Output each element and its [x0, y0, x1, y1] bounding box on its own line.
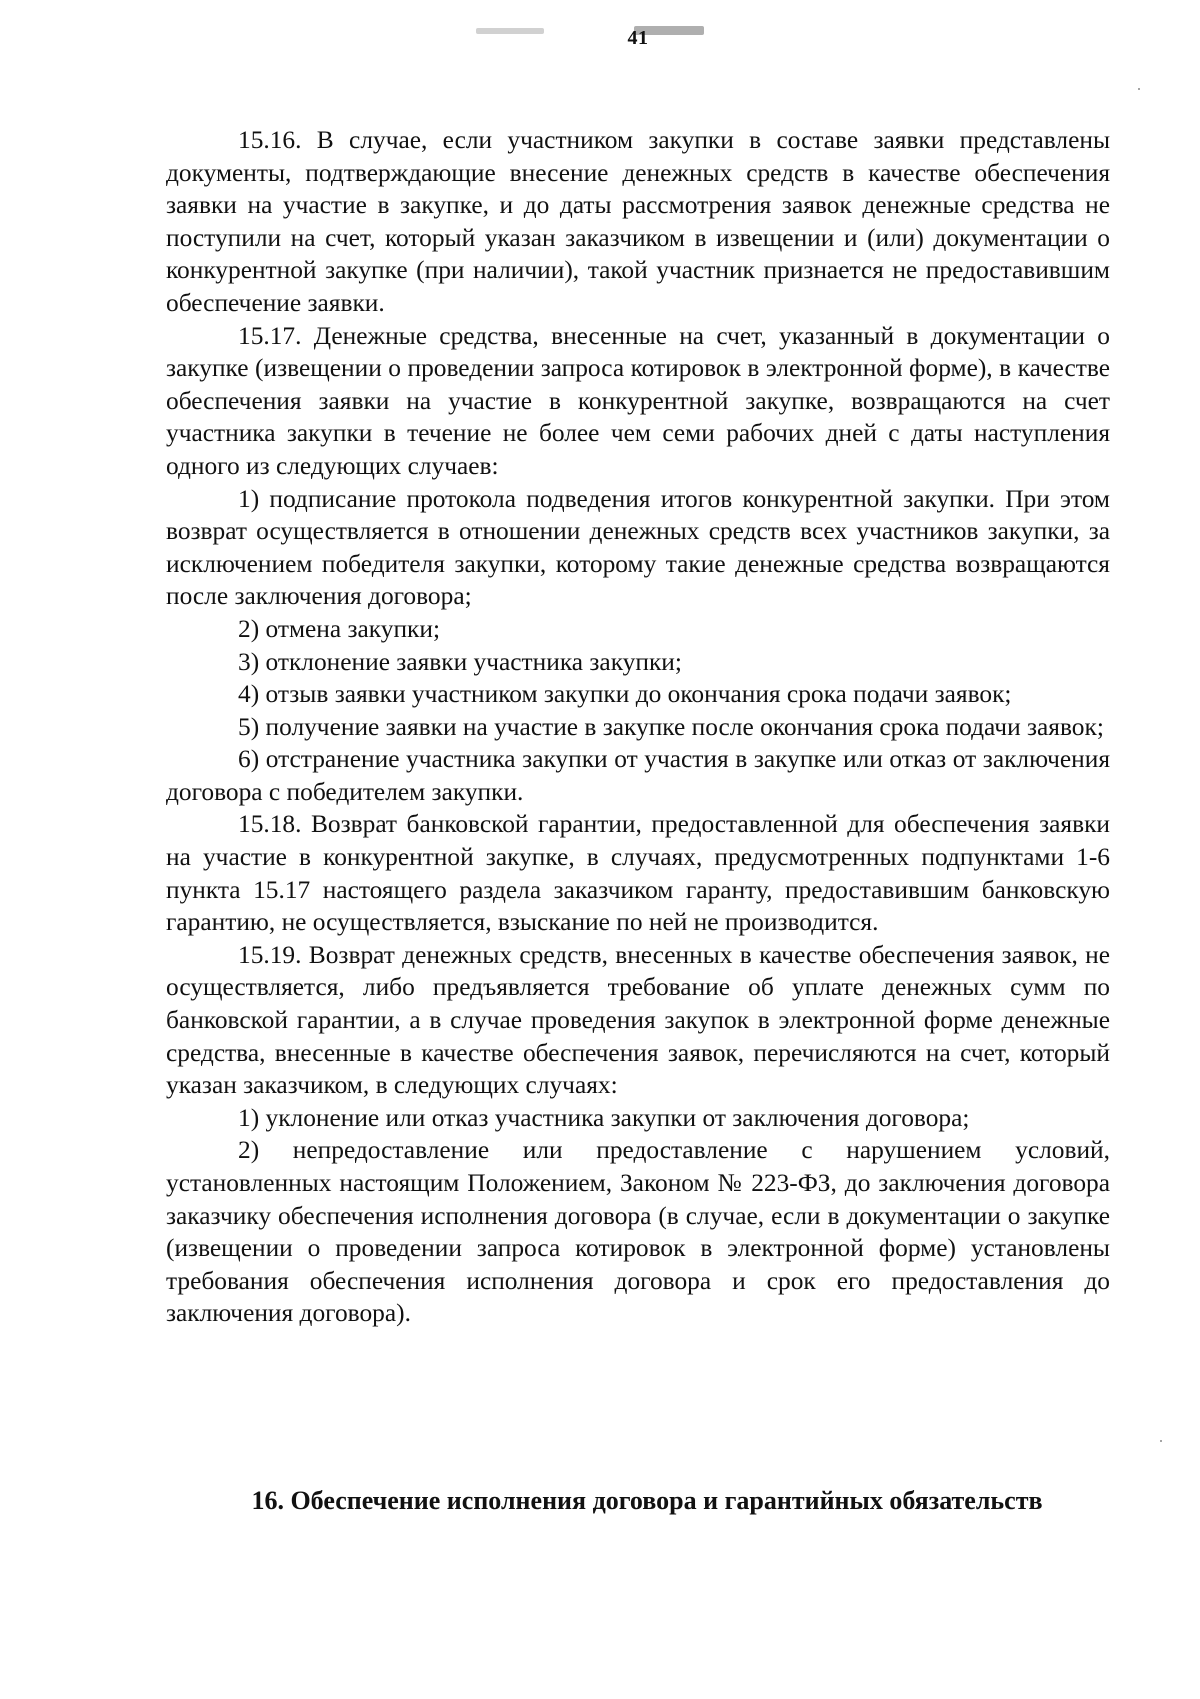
list-item-15-19-2: 2) непредоставление или предоставление с нарушением условий, установленных настоящим Положением, Законом № 223-ФЗ, до заключения договора заказчику обеспечения исполнения договора (в случае, если в документации о закупке (извещении о проведении запроса котировок в электронной форме) установлены требования обеспечения исполнения договора и срок его предоставления до заключения договора).: [166, 1136, 1110, 1328]
section-heading: [0, 1485, 1200, 1517]
paragraph-15-19: 15.19. Возврат денежных средств, внесенных в качестве обеспечения заявок, не осуществляется, либо предъявляется требование об уплате денежных сумм по банковской гарантии, а в случае проведения закупок в электронной форме денежные средства, внесенные в качестве обеспечения заявок, перечисляются на счет, который указан заказчиком, в следующих случаях:: [166, 940, 1110, 1100]
list-item-15-19-1: 1) уклонение или отказ участника закупки от заключения договора;: [238, 1103, 970, 1132]
paragraph-15-18: 15.18. Возврат банковской гарантии, предоставленной для обеспечения заявки на участие в конкурентной закупке, в случаях, предусмотренных подпунктами 1-6 пункта 15.17 настоящего раздела заказчиком гаранту, предоставившим банковскую гарантию, не осуществляется, взыскание по ней не производится.: [166, 810, 1110, 937]
scan-artifact: [1138, 88, 1140, 90]
list-item-15-17-6: 6) отстранение участника закупки от участия в закупке или отказ от заключения договора с победителем закупки.: [166, 745, 1110, 806]
paragraph-15-16: 15.16. В случае, если участником закупки в составе заявки представлены документы, подтверждающие внесение денежных средств в качестве обеспечения заявки на участие в закупке, и до даты рассмотрения заявок денежные средства не поступили на счет, который указан заказчиком в извещении и (или) документации о конкурентной закупке (при наличии), такой участник признается не предоставившим обеспечение заявки.: [166, 126, 1110, 317]
page-number-text: 41: [627, 27, 649, 49]
scan-artifact: [1160, 1440, 1162, 1442]
document-body: [166, 124, 1110, 1330]
list-item-15-17-2: 2) отмена закупки;: [238, 614, 441, 643]
paragraph-15-17: 15.17. Денежные средства, внесенные на счет, указанный в документации о закупке (извещении о проведении запроса котировок в электронной форме), в качестве обеспечения заявки на участие в конкурентной закупке, возвращаются на счет участника закупки в течение не более чем семи рабочих дней с даты наступления одного из следующих случаев:: [166, 321, 1110, 480]
list-item-15-17-3: 3) отклонение заявки участника закупки;: [238, 647, 682, 676]
section-heading-text: 16. Обеспечение исполнения договора и гарантийных обязательств: [251, 1486, 1043, 1515]
list-item-15-17-4: 4) отзыв заявки участником закупки до окончания срока подачи заявок;: [238, 680, 1012, 709]
list-item-15-17-1: 1) подписание протокола подведения итогов конкурентной закупки. При этом возврат осуществляется в отношении денежных средств всех участников закупки, за исключением победителя закупки, которому такие денежные средства возвращаются после заключения договора;: [166, 484, 1110, 611]
page-number: [0, 26, 1200, 50]
list-item-15-17-5: 5) получение заявки на участие в закупке после окончания срока подачи заявок;: [238, 712, 1104, 741]
